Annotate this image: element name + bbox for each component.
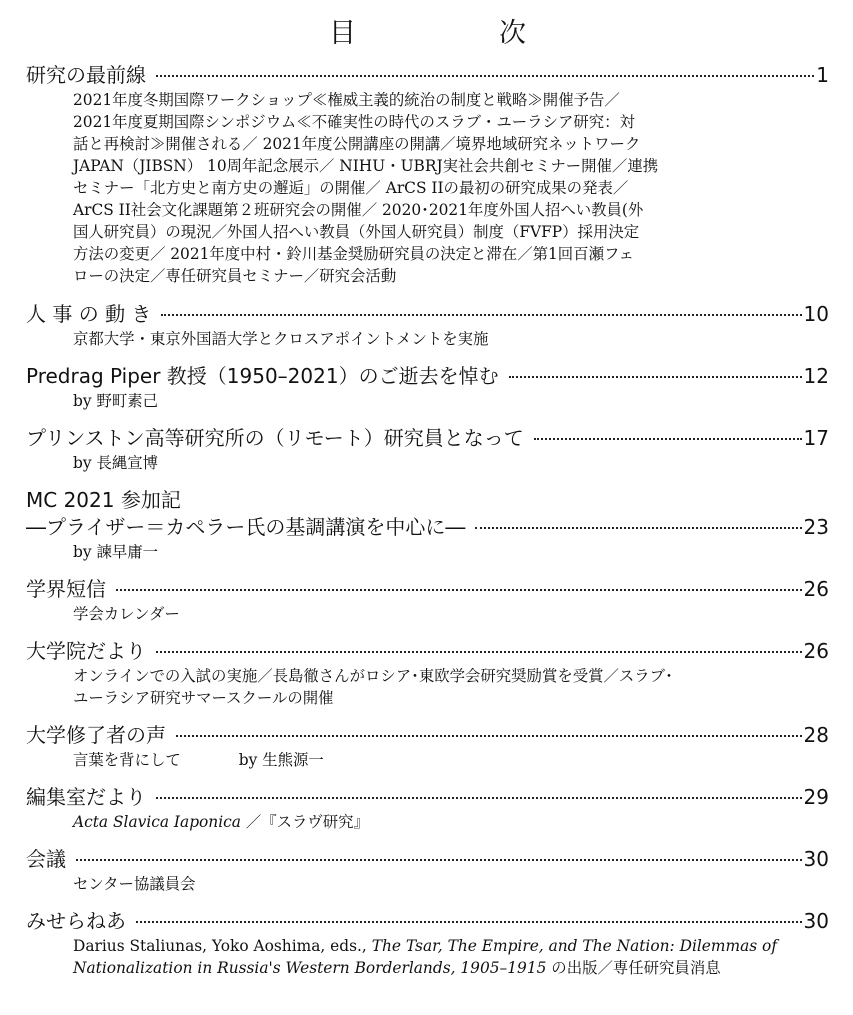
entry-line: センター協議員会 [73,875,196,893]
page-title: 目 次 [329,18,584,49]
entry-page: 10 [803,302,829,326]
entry-line: 学会カレンダー [73,605,180,623]
entry-heading[interactable]: Predrag Piper 教授（1950–2021）のご逝去を悼む [26,364,499,388]
author: by 生熊源一 [238,751,324,769]
entry-heading[interactable]: 編集室だより [26,785,146,809]
entry-line-rest: ／『スラヴ研究』 [240,813,369,831]
leader-dots [509,375,802,378]
entry-line-rest: の出版／専任研究員消息 [546,959,721,977]
entry-heading[interactable]: 大学修了者の声 [26,723,166,747]
entry-page: 29 [803,785,829,809]
entry-heading[interactable]: みせらねあ [26,909,126,933]
entry-page: 12 [803,364,829,388]
leader-dots [534,437,802,440]
entry-line: by 野町素己 [73,392,159,410]
entry-line [26,957,829,979]
leader-dots [176,734,802,737]
leader-dots [161,313,801,316]
toc-entry[interactable] [26,487,829,563]
entry-line [26,811,829,833]
entry-line: 方法の変更／ 2021年度中村・鈴川基金奨励研究員の決定と滞在／第1回百瀬フェ [73,245,634,263]
journal-title: Acta Slavica Iaponica [73,813,241,831]
book-title: The Tsar, The Empire, and The Nation: Dilemmas of [371,937,778,955]
entry-heading-line1[interactable]: MC 2021 参加記 [26,488,181,512]
entry-line: by 諫早庸一 [73,543,159,561]
entry-heading[interactable]: 会議 [26,847,66,871]
entry-heading[interactable]: 研究の最前線 [26,63,146,87]
toc-entry[interactable] [26,846,829,895]
leader-dots [156,74,814,77]
entry-line: 話と再検討≫開催される／ 2021年度公開講座の開講／境界地域研究ネットワーク [73,135,641,153]
entry-heading[interactable]: プリンストン高等研究所の（リモート）研究員となって [26,426,524,450]
toc-entry[interactable] [26,784,829,833]
entry-line: セミナー「北方史と南方史の邂逅」の開催／ ArCS IIの最初の研究成果の発表／ [73,179,629,197]
entry-page: 26 [803,577,829,601]
entry-page: 26 [803,639,829,663]
entry-line: ローの決定／専任研究員セミナー／研究会活動 [73,267,397,285]
entry-page: 30 [803,909,829,933]
leader-dots [116,588,802,591]
entry-page: 1 [816,63,829,87]
entry-page: 28 [803,723,829,747]
entry-line: ユーラシア研究サマースクールの開催 [73,689,334,707]
toc-entry[interactable] [26,908,829,979]
entry-line: 2021年度夏期国際シンポジウム≪不確実性の時代のスラブ・ユーラシア研究：対 [73,113,635,131]
leader-dots [156,796,802,799]
leader-dots [475,526,801,529]
entry-page: 17 [803,426,829,450]
entry-page: 23 [803,515,829,539]
entry-line: 国人研究員）の現況／外国人招へい教員（外国人研究員）制度（FVFP）採用決定 [73,223,640,241]
entry-line: 京都大学・東京外国語大学とクロスアポイントメントを実施 [73,330,489,348]
entry-line: 2021年度冬期国際ワークショップ≪権威主義的統治の制度と戦略≫開催予告／ [73,91,620,109]
entry-line: JAPAN（JIBSN） 10周年記念展示／ NIHU・UBRJ実社会共創セミナー開催／連携 [73,157,659,175]
entry-line [26,749,829,771]
essay-title: 言葉を背にして [73,751,181,769]
entry-heading[interactable]: 人 事 の 動 き [26,302,152,326]
toc-entry[interactable] [26,301,829,350]
entry-line [26,935,829,957]
toc-entry[interactable] [26,576,829,625]
entry-line: ArCS II社会文化課題第２班研究会の開催／ 2020･2021年度外国人招へい教員(外 [73,201,644,219]
toc-entry[interactable] [26,62,829,287]
leader-dots [76,858,802,861]
book-title-cont: Nationalization in Russia's Western Borderlands, 1905–1915 [73,959,547,977]
toc-entry[interactable] [26,638,829,709]
entry-heading[interactable]: 大学院だより [26,639,146,663]
leader-dots [156,650,802,653]
entry-heading[interactable]: ―プライザー＝カペラー氏の基調講演を中心に― [26,515,466,539]
entry-line-plain: Darius Staliunas, Yoko Aoshima, eds., [73,937,372,955]
entry-line: by 長縄宣博 [73,454,159,472]
entry-line: オンラインでの入試の実施／長島徹さんがロシア･東欧学会研究奨励賞を受賞／スラブ･ [73,667,673,685]
leader-dots [136,920,802,923]
toc-entry[interactable] [26,425,829,474]
toc-entry[interactable] [26,363,829,412]
toc-entry[interactable] [26,722,829,771]
entry-page: 30 [803,847,829,871]
entry-heading[interactable]: 学界短信 [26,577,106,601]
